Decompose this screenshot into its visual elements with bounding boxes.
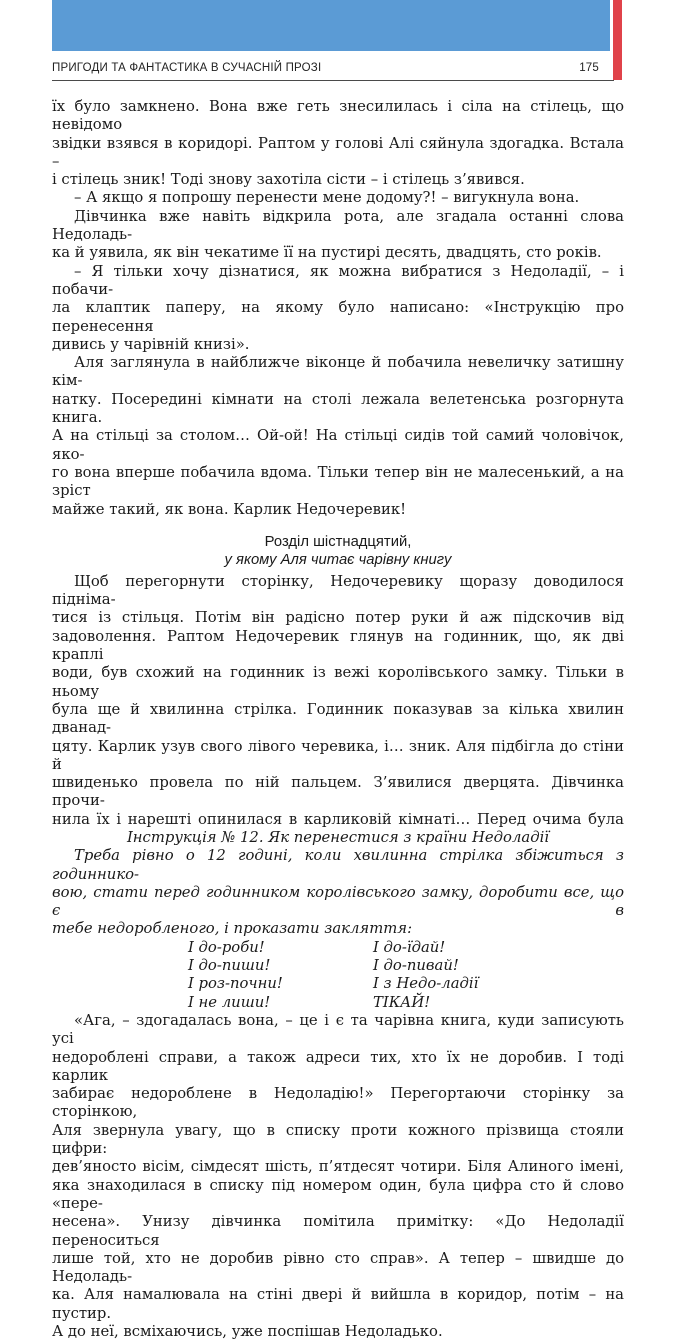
paragraph: і стілець зник! Тоді знову захотіла сісти – і стілець з’явився. <box>52 171 525 189</box>
paragraph: А на стільці за столом… Ой-ой! На стільці сидів той самий чоловічок, яко- <box>52 427 624 463</box>
paragraph: го вона вперше побачила вдома. Тільки тепер він не малесенький, а на зріст <box>52 463 624 500</box>
instruction-text: тебе недоробленого, і проказати закляття: <box>52 920 413 938</box>
chapter-subtitle: у якому Аля читає чарівну книгу <box>224 551 452 568</box>
paragraph: майже такий, як вона. Карлик Недочеревик! <box>52 500 407 518</box>
paragraph: яка знаходилася в списку під номером один, була цифра сто й слово «пере- <box>52 1176 624 1212</box>
spell-line: І до-їдай! <box>373 938 446 956</box>
paragraph: ка. Аля намалювала на стіні двері й вийшла в коридор, потім – на пустир. <box>52 1286 624 1322</box>
spell-line: І не лиши! <box>188 993 271 1011</box>
paragraph: Дівчинка вже навіть відкрила рота, але згадала останні слова Недоладь- <box>52 207 624 244</box>
paragraph: ла клаптик паперу, на якому було написано: «Інструкцію про перенесення <box>52 299 624 335</box>
chapter-title: Розділ шістнадцятий, <box>264 533 412 550</box>
paragraph: дивись у чарівній книзі». <box>52 335 250 353</box>
paragraph: ка й уявила, як він чекатиме її на пустирі десять, двадцять, сто років. <box>52 244 602 262</box>
spell-line: І до-роби! <box>188 938 265 956</box>
paragraph: цяту. Карлик узув свого лівого черевика, і… зник. Аля підбігла до стіни й <box>52 737 624 773</box>
spell-line: І до-пивай! <box>373 957 459 975</box>
instruction-text: вою, стати перед годинником королівського замку, доробити все, що є в <box>52 883 624 920</box>
instruction-text: Треба рівно о 12 годині, коли хвилинна стрілка збіжиться з годиннико- <box>52 847 624 883</box>
red-page-marker <box>613 0 622 80</box>
instruction-title: Інструкція № 12. Як перенестися з країни Недоладії <box>126 828 550 846</box>
paragraph: Аля звернула увагу, що в списку проти кожного прізвища стояли цифри: <box>52 1121 624 1158</box>
paragraph: «Ага, – здогадалась вона, – це і є та чарівна книга, куди записують усі <box>52 1011 624 1048</box>
paragraph: забирає недороблене в Недоладію!» Перегортаючи сторінку за сторінкою, <box>52 1085 624 1121</box>
header-divider <box>52 80 614 81</box>
paragraph: швиденько провела по ній пальцем. З’явилися дверцята. Дівчинка прочи- <box>52 774 624 810</box>
paragraph: А до неї, всміхаючись, уже поспішав Недоладько. <box>52 1323 443 1340</box>
paragraph: звідки взявся в коридорі. Раптом у голові Алі сяйнула здогадка. Встала – <box>52 134 624 170</box>
paragraph: натку. Посередині кімнати на столі лежала велетенська розгорнута книга. <box>52 390 624 427</box>
paragraph: нила їх і нарешті опинилася в карликовій кімнаті… Перед очима була <box>52 810 624 828</box>
paragraph: – Я тільки хочу дізнатися, як можна вибратися з Недоладії, – і побачи- <box>52 262 624 298</box>
spell-line: І роз-почни! <box>188 975 283 993</box>
paragraph: – А якщо я попрошу перенести мене додому?! – вигукнула вона. <box>74 189 580 207</box>
top-color-band <box>52 0 610 51</box>
paragraph: Щоб перегорнути сторінку, Недочеревику щоразу доводилося підніма- <box>52 572 624 609</box>
paragraph: їх було замкнено. Вона вже геть знесилилась і сіла на стілець, що невідомо <box>52 98 624 134</box>
running-header <box>52 62 602 82</box>
spell-line: І з Недо-ладії <box>373 975 479 993</box>
spell-line: ТІКАЙ! <box>373 993 431 1011</box>
page-body <box>52 98 624 1341</box>
paragraph: води, був схожий на годинник із вежі королівського замку. Тільки в ньому <box>52 664 624 700</box>
paragraph: недороблені справи, а також адреси тих, хто їх не доробив. І тоді карлик <box>52 1048 624 1084</box>
paragraph: лише той, хто не доробив рівно сто справ». А тепер – швидше до Недоладь- <box>52 1249 624 1286</box>
paragraph: Аля заглянула в найближче віконце й побачила невеличку затишну кім- <box>52 354 624 390</box>
section-title: ПРИГОДИ ТА ФАНТАСТИКА В СУЧАСНІЙ ПРОЗІ <box>52 62 322 74</box>
spell-verses <box>188 939 624 1012</box>
paragraph: була ще й хвилинна стрілка. Годинник показував за кілька хвилин дванад- <box>52 700 624 737</box>
paragraph: несена». Унизу дівчинка помітила примітку: «До Недоладії переноситься <box>52 1213 624 1249</box>
paragraph: тися із стільця. Потім він радісно потер руки й аж підскочив від <box>52 609 624 627</box>
paragraph: дев’яносто вісім, сімдесят шість, п’ятдесят чотири. Біля Алиного імені, <box>52 1158 624 1176</box>
paragraph: задоволення. Раптом Недочеревик глянув на годинник, що, як дві краплі <box>52 627 624 664</box>
spell-line: І до-пиши! <box>188 957 271 975</box>
page-number: 175 <box>579 62 599 74</box>
